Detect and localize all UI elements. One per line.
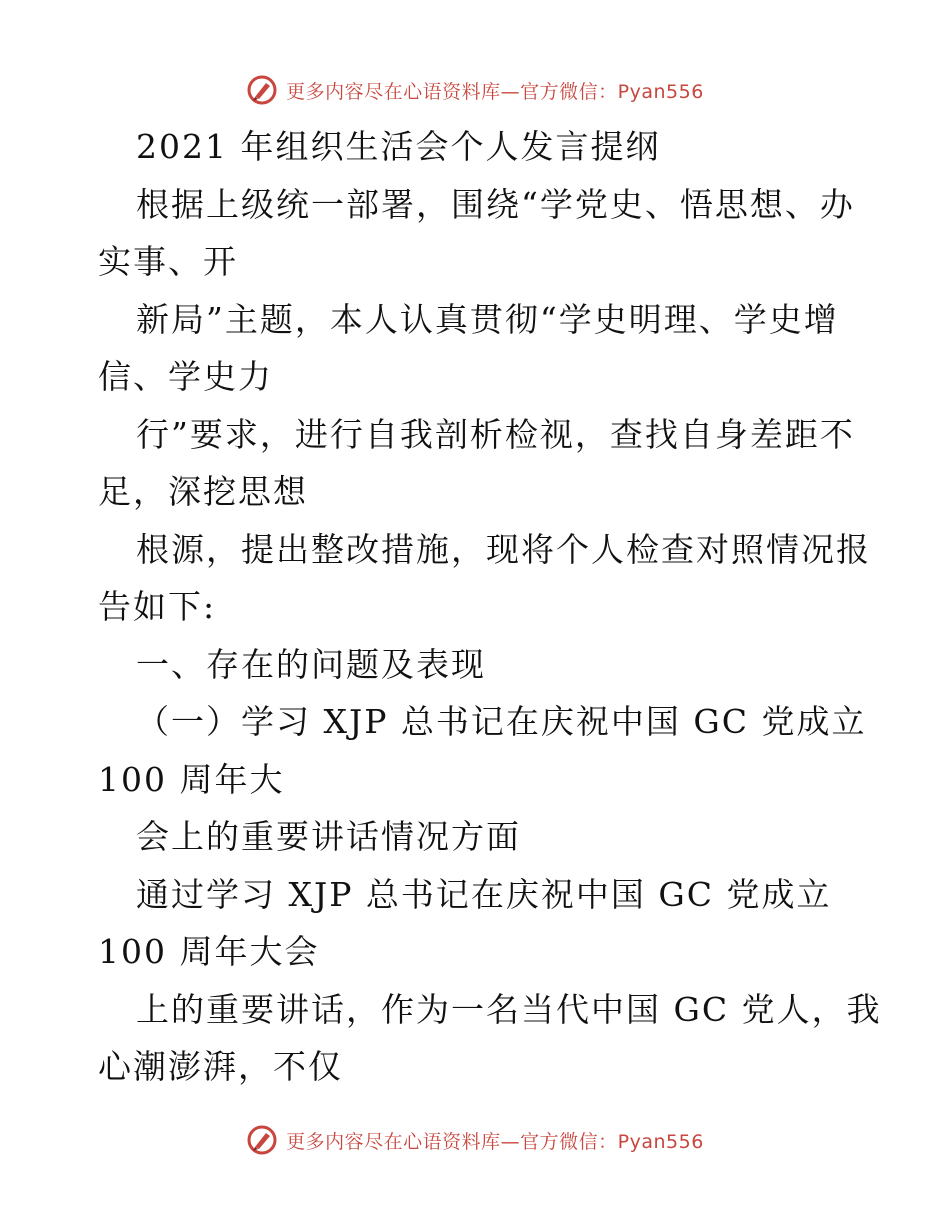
text-line: 上的重要讲话，作为一名当代中国 GC 党人，我 [136, 989, 882, 1029]
text-line: 100 周年大会 [98, 932, 320, 971]
watermark-banner-top [0, 68, 950, 112]
watermark-text: 更多内容尽在心语资料库—官方微信：Pyan556 [286, 80, 704, 103]
text-line: 根据上级统一部署，围绕“学党史、悟思想、办 [136, 184, 855, 224]
text-line: 信、学史力 [98, 357, 273, 396]
text-line: 行”要求，进行自我剖析检视，查找自身差距不 [136, 414, 855, 454]
watermark-banner-bottom [0, 1118, 950, 1162]
text-line: 根源，提出整改措施，现将个人检查对照情况报 [136, 529, 871, 569]
text-line: 会上的重要讲话情况方面 [136, 817, 521, 856]
text-line: 通过学习 XJP 总书记在庆祝中国 GC 党成立 [136, 874, 832, 914]
text-line: 新局”主题，本人认真贯彻“学史明理、学史增 [136, 299, 839, 339]
text-line: 一、存在的问题及表现 [136, 644, 486, 684]
pen-seal-icon [246, 74, 278, 106]
text-line: 2021 年组织生活会个人发言提纲 [136, 127, 661, 166]
text-line: （一）学习 XJP 总书记在庆祝中国 GC 党成立 [136, 702, 867, 741]
watermark-text: 更多内容尽在心语资料库—官方微信：Pyan556 [286, 1130, 704, 1153]
text-line: 100 周年大 [98, 759, 285, 799]
text-line: 心潮澎湃，不仅 [98, 1047, 343, 1086]
text-line: 实事、开 [98, 242, 238, 281]
text-line: 告如下: [98, 587, 217, 626]
text-line: 足，深挖思想 [98, 472, 308, 511]
pen-seal-icon [246, 1124, 278, 1156]
document-body [98, 118, 882, 1096]
